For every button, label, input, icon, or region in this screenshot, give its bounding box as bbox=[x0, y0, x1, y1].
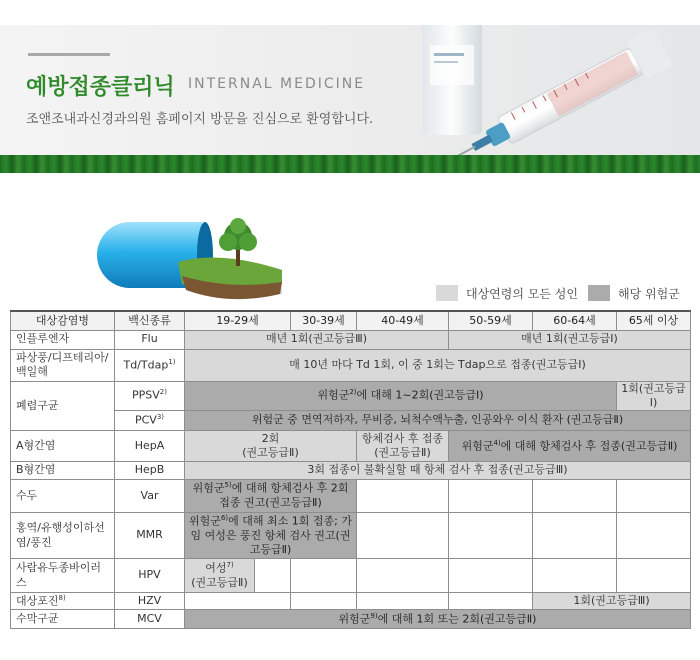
empty-cell bbox=[357, 480, 449, 513]
title-rule bbox=[28, 53, 110, 56]
empty-cell bbox=[533, 559, 617, 593]
table-row-hepa bbox=[11, 431, 691, 462]
disease-cell: 수두 bbox=[11, 480, 115, 513]
empty-cell bbox=[533, 513, 617, 559]
empty-cell bbox=[617, 559, 691, 593]
table-row-mcv bbox=[11, 610, 691, 629]
schedule-cell: 3회 접종이 불확실할 때 항체 검사 후 접종(권고등급Ⅲ) bbox=[185, 462, 691, 480]
disease-cell: 사람유두종바이러스 bbox=[11, 559, 115, 593]
vaccine-cell: MMR bbox=[115, 513, 185, 559]
empty-cell bbox=[617, 513, 691, 559]
page-subtitle: INTERNAL MEDICINE bbox=[188, 76, 366, 92]
grass-band bbox=[0, 155, 700, 173]
header-disease: 대상감염병 bbox=[11, 311, 115, 330]
schedule-cell: 위험군$^{9)}$에 대해 1회 또는 2회(권고등급Ⅱ) bbox=[185, 610, 691, 629]
header-age-60-64: 60-64세 bbox=[533, 311, 617, 330]
legend-dark-swatch bbox=[588, 285, 610, 301]
disease-cell: 폐렴구균 bbox=[11, 381, 115, 431]
vaccine-cell: Td/Tdap$^{1)}$ bbox=[115, 349, 185, 381]
empty-cell bbox=[291, 593, 357, 610]
vaccine-cell: HepA bbox=[115, 431, 185, 462]
schedule-cell: 위험군 중 면역저하자, 무비증, 뇌척수액누출, 인공와우 이식 환자 (권고등급Ⅱ) bbox=[185, 411, 691, 431]
header-age-19-29: 19-29세 bbox=[185, 311, 291, 330]
welcome-text: 조앤조내과신경과의원 홈페이지 방문을 진심으로 환영합니다. bbox=[26, 112, 374, 127]
hero-banner bbox=[0, 25, 700, 155]
disease-cell: B형간염 bbox=[11, 462, 115, 480]
capsule-tree-illustration bbox=[90, 210, 290, 310]
legend-all-adults-label: 대상연령의 모든 성인 bbox=[466, 286, 578, 301]
table-row-varicella bbox=[11, 480, 691, 513]
table-row-hpv bbox=[11, 559, 691, 593]
empty-cell bbox=[357, 559, 449, 593]
empty-cell bbox=[291, 559, 357, 593]
schedule-cell: 2회 (권고등급Ⅱ) bbox=[185, 431, 357, 462]
table-row-influenza bbox=[11, 330, 691, 349]
page-title: 예방접종클리닉 bbox=[26, 75, 175, 100]
header-vaccine: 백신종류 bbox=[115, 311, 185, 330]
empty-cell bbox=[357, 513, 449, 559]
header-age-40-49: 40-49세 bbox=[357, 311, 449, 330]
vaccine-cell: PCV$^{3)}$ bbox=[115, 411, 185, 431]
empty-cell bbox=[185, 593, 291, 610]
schedule-cell: 위험군$^{4)}$에 대해 항체검사 후 접종(권고등급Ⅱ) bbox=[449, 431, 691, 462]
syringe-illustration bbox=[400, 25, 700, 155]
empty-cell bbox=[449, 559, 533, 593]
schedule-cell: 위험군$^{6)}$에 대해 최소 1회 접종; 가임 여성은 풍진 항체 검사 권고(권고등급Ⅱ) bbox=[185, 513, 357, 559]
table-header-row bbox=[11, 311, 691, 330]
schedule-cell: 매년 1회(권고등급Ⅰ) bbox=[449, 330, 691, 349]
vaccine-cell: PPSV$^{2)}$ bbox=[115, 381, 185, 411]
schedule-cell: 항체검사 후 접종 (권고등급Ⅱ) bbox=[357, 431, 449, 462]
schedule-cell: 여성$^{7)}$ (권고등급Ⅱ) bbox=[185, 559, 255, 593]
table-row-hepb bbox=[11, 462, 691, 480]
disease-cell: 대상포진$^{8)}$ bbox=[11, 593, 115, 610]
disease-cell: A형간염 bbox=[11, 431, 115, 462]
table-row-mmr bbox=[11, 513, 691, 559]
empty-cell bbox=[255, 559, 291, 593]
schedule-cell: 1회(권고등급Ⅰ) bbox=[617, 381, 691, 411]
vaccine-cell: Flu bbox=[115, 330, 185, 349]
empty-cell bbox=[449, 513, 533, 559]
disease-cell: 홍역/유행성이하선염/풍진 bbox=[11, 513, 115, 559]
table-row-ppsv bbox=[11, 381, 691, 411]
disease-cell: 인플루엔자 bbox=[11, 330, 115, 349]
vaccine-cell: HepB bbox=[115, 462, 185, 480]
vaccine-cell: HZV bbox=[115, 593, 185, 610]
vaccine-cell: HPV bbox=[115, 559, 185, 593]
header-age-30-39: 30-39세 bbox=[291, 311, 357, 330]
vaccination-schedule-table bbox=[10, 310, 691, 629]
header-age-50-59: 50-59세 bbox=[449, 311, 533, 330]
empty-cell bbox=[533, 480, 617, 513]
legend-all-adults bbox=[436, 283, 578, 303]
legend-risk-group bbox=[588, 283, 680, 303]
schedule-cell: 매 10년 마다 Td 1회, 이 중 1회는 Tdap으로 접종(권고등급Ⅰ) bbox=[185, 349, 691, 381]
schedule-cell: 매년 1회(권고등급Ⅲ) bbox=[185, 330, 449, 349]
legend-risk-group-label: 해당 위험군 bbox=[618, 286, 680, 301]
empty-cell bbox=[449, 480, 533, 513]
table-row-hzv bbox=[11, 593, 691, 610]
vaccine-cell: Var bbox=[115, 480, 185, 513]
vaccine-cell: MCV bbox=[115, 610, 185, 629]
empty-cell bbox=[357, 593, 449, 610]
schedule-cell: 1회(권고등급Ⅲ) bbox=[533, 593, 691, 610]
disease-cell: 파상풍/디프테리아/백일해 bbox=[11, 349, 115, 381]
table-row-tdap bbox=[11, 349, 691, 381]
legend-light-swatch bbox=[436, 285, 458, 301]
disease-cell: 수막구균 bbox=[11, 610, 115, 629]
header-age-65-plus: 65세 이상 bbox=[617, 311, 691, 330]
empty-cell bbox=[617, 480, 691, 513]
schedule-cell: 위험군$^{2)}$에 대해 1~2회(권고등급Ⅰ) bbox=[185, 381, 617, 411]
empty-cell bbox=[449, 593, 533, 610]
schedule-cell: 위험군$^{5)}$에 대해 항체검사 후 2회 접종 권고(권고등급Ⅱ) bbox=[185, 480, 357, 513]
